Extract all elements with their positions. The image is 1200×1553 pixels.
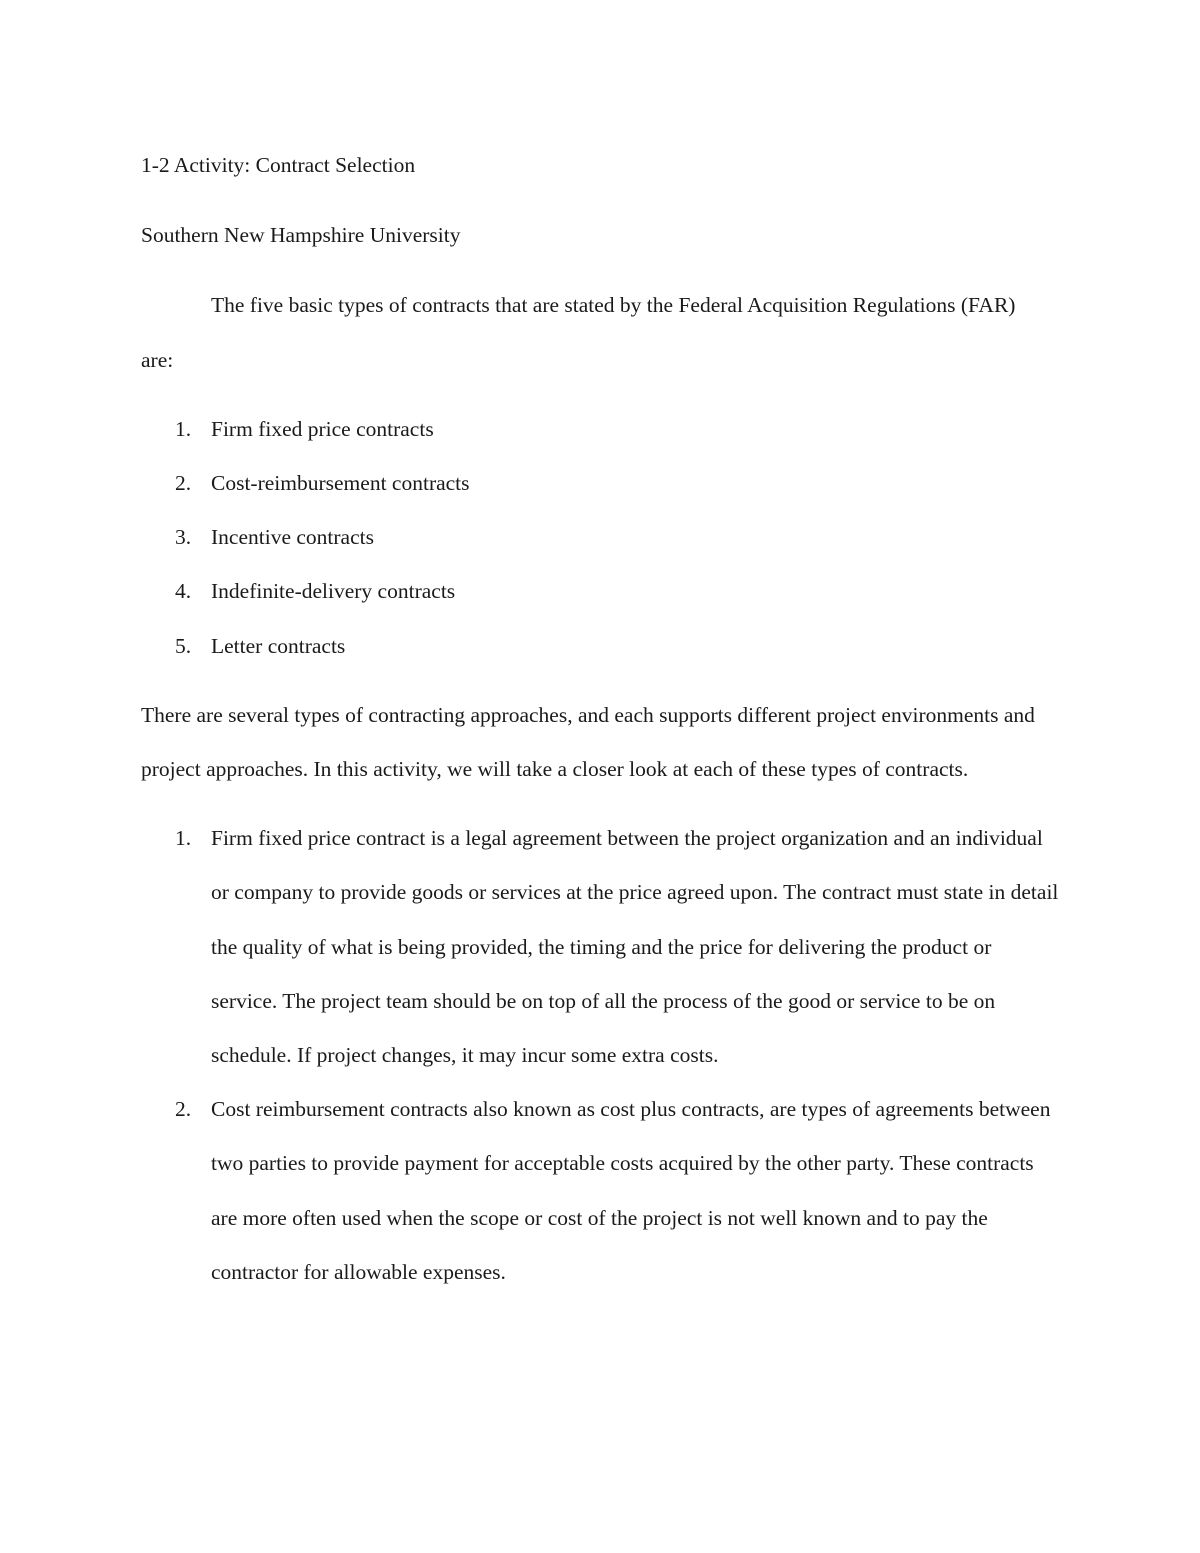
list-number: 4. xyxy=(175,579,192,604)
detail-number: 1. xyxy=(175,826,192,851)
list-item xyxy=(141,564,1061,618)
contract-types-list xyxy=(141,402,1061,673)
detail-item xyxy=(141,1082,1059,1299)
detail-number: 2. xyxy=(175,1097,192,1122)
list-number: 5. xyxy=(175,633,192,658)
detail-text: Firm fixed price contract is a legal agreement between the project organization and an individual or company to provide goods or services at the price agreed upon. The contract must state in detail the quality of what is being provided, the timing and the price for delivering the product or service. The project team should be on top of all the process of the good or service to be on schedule. If project changes, it may incur some extra costs. xyxy=(211,826,1059,1068)
list-item-label: Incentive contracts xyxy=(211,525,374,550)
detail-item xyxy=(141,811,1059,1082)
university-name: Southern New Hampshire University xyxy=(141,223,461,248)
list-item xyxy=(141,456,1061,510)
contract-details-list xyxy=(141,811,1061,1299)
list-item-label: Letter contracts xyxy=(211,633,346,658)
document-body xyxy=(141,138,1061,1299)
list-item xyxy=(141,619,1061,673)
list-item-label: Indefinite-delivery contracts xyxy=(211,579,456,604)
list-number: 3. xyxy=(175,525,192,550)
intro-paragraph: The five basic types of contracts that are stated by the Federal Acquisition Regulations (FAR) are: xyxy=(141,293,1016,372)
document-title: 1-2 Activity: Contract Selection xyxy=(141,153,416,177)
list-item xyxy=(141,510,1061,564)
list-number: 1. xyxy=(175,416,192,441)
detail-text: Cost reimbursement contracts also known as cost plus contracts, are types of agreements between two parties to provide payment for acceptable costs acquired by the other party. These contracts are more often used when the scope or cost of the project is not well known and to pay the contractor for allowable expenses. xyxy=(211,1097,1051,1284)
list-item-label: Cost-reimbursement contracts xyxy=(211,471,470,496)
list-item xyxy=(141,402,1061,456)
approaches-paragraph: There are several types of contracting approaches, and each supports different project environments and project approaches. In this activity, we will take a closer look at each of these types of contracts. xyxy=(141,702,1035,782)
list-number: 2. xyxy=(175,471,192,496)
list-item-label: Firm fixed price contracts xyxy=(211,416,434,441)
